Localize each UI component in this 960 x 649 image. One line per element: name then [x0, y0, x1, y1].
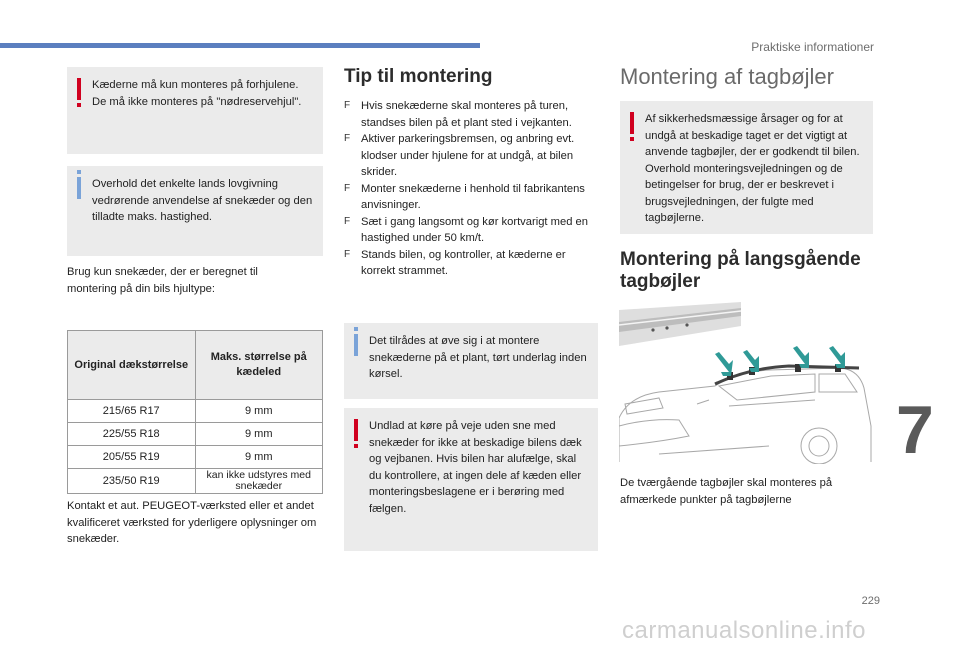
warning-box-no-snow: [344, 408, 598, 551]
tips-heading: Tip til montering: [344, 66, 493, 87]
bullet-marker: F: [344, 133, 351, 144]
warning-text: Undlad at køre på veje uden sne med snekæder for ikke at beskadige bilens dæk og vejbanen. Hvis bilen har alufælge, skal du kontrollere, at ingen dele af kæden eller monteringsbeslagene er i berøring med fælgen.: [369, 420, 582, 515]
warning-box-roof-bars: [620, 101, 873, 234]
bullet-marker: F: [344, 100, 351, 111]
watermark: carmanualsonline.info: [622, 617, 866, 644]
arrow-icon: [829, 346, 845, 368]
info-icon: [77, 177, 81, 199]
warning-text: Af sikkerhedsmæssige årsager og for at undgå at beskadige taget er det vigtigt at anvende tagbøjler, der er godkendt til bilen. Overhold monteringsvejledningen og de betingelser for brug, der er beskrevet i brugsvejledningen, der fulgte med tagbøjlerne.: [645, 113, 860, 224]
snow-chain-size-table: [67, 330, 323, 494]
table-cell: 215/65 R17: [68, 400, 196, 423]
warning-icon: [630, 112, 634, 134]
table-row: [68, 446, 323, 469]
arrow-icon: [715, 352, 733, 376]
section-title: Praktiske informationer: [751, 40, 874, 54]
mounting-point-arrows: [715, 346, 845, 376]
roof-bars-heading: Montering af tagbøjler: [620, 64, 834, 89]
table-cell: 225/55 R18: [68, 423, 196, 446]
list-item: [344, 214, 596, 247]
car-outline: [619, 368, 871, 464]
warning-text: Kæderne må kun monteres på forhjulene. De må ikke monteres på "nødreservehjul".: [92, 79, 302, 108]
table-row: [68, 469, 323, 494]
chapter-number: 7: [896, 392, 934, 468]
intro-text: Brug kun snekæder, der er beregnet til montering på din bils hjultype:: [67, 266, 258, 295]
info-text: Overhold det enkelte lands lovgivning vedrørende anvendelse af snekæder og den tilladte maks. hastighed.: [92, 178, 313, 223]
tip-text: Hvis snekæderne skal monteres på turen, standses bilen på et plant sted i vejkanten.: [361, 100, 572, 129]
table-cell: 9 mm: [195, 423, 323, 446]
top-accent-bar: [0, 43, 480, 48]
longitudinal-roof-bars-heading: Montering på langsgående tagbøjler: [620, 249, 861, 292]
table-cell: 205/55 R19: [68, 446, 196, 469]
table-cell: 9 mm: [195, 400, 323, 423]
bullet-marker: F: [344, 248, 351, 260]
warning-box-front-wheels: [67, 67, 323, 154]
info-icon: [354, 334, 358, 356]
column-header-link-size: Maks. størrelse på kædeled: [195, 331, 323, 400]
bullet-marker: F: [344, 182, 351, 194]
column-header-tyre-size: Original dækstørrelse: [68, 331, 196, 400]
tip-text: Sæt i gang langsomt og kør kortvarigt med en hastighed under 50 km/t.: [361, 215, 588, 244]
info-box-practice: [344, 323, 598, 399]
list-item: [344, 247, 596, 280]
contact-text: Kontakt et aut. PEUGEOT-værksted eller et andet kvalificeret værksted for yderligere oplysninger om snekæder.: [67, 500, 317, 545]
roof-rail-detail: [619, 302, 741, 346]
table-row: [68, 423, 323, 446]
roof-bars-caption: De tværgående tagbøjler skal monteres på afmærkede punkter på tagbøjlerne: [620, 477, 833, 506]
info-text: Det tilrådes at øve sig i at montere snekæderne på et plant, tørt underlag inden kørsel.: [369, 335, 587, 380]
list-item: [344, 131, 596, 181]
list-item: [344, 98, 596, 131]
info-box-legislation: [67, 166, 323, 256]
bullet-marker: F: [344, 215, 351, 227]
table-cell: 235/50 R19: [68, 469, 196, 494]
table-cell: kan ikke udstyres med snekæder: [195, 469, 323, 494]
list-item: [344, 181, 596, 214]
tip-text: Monter snekæderne i henhold til fabrikantens anvisninger.: [361, 182, 585, 211]
warning-icon: [77, 78, 81, 100]
tip-text: Aktiver parkeringsbremsen, og anbring evt. klodser under hjulene for at undgå, at bilen skrider.: [361, 133, 575, 178]
arrow-icon: [743, 350, 759, 372]
table-row: [68, 400, 323, 423]
tips-list: [344, 98, 596, 280]
table-header-row: [68, 331, 323, 400]
roof-bar-illustration: [619, 296, 874, 464]
page-number: 229: [861, 595, 880, 607]
warning-icon: [354, 419, 358, 441]
table-cell: 9 mm: [195, 446, 323, 469]
tip-text: Stands bilen, og kontroller, at kæderne er korrekt strammet.: [361, 248, 566, 277]
